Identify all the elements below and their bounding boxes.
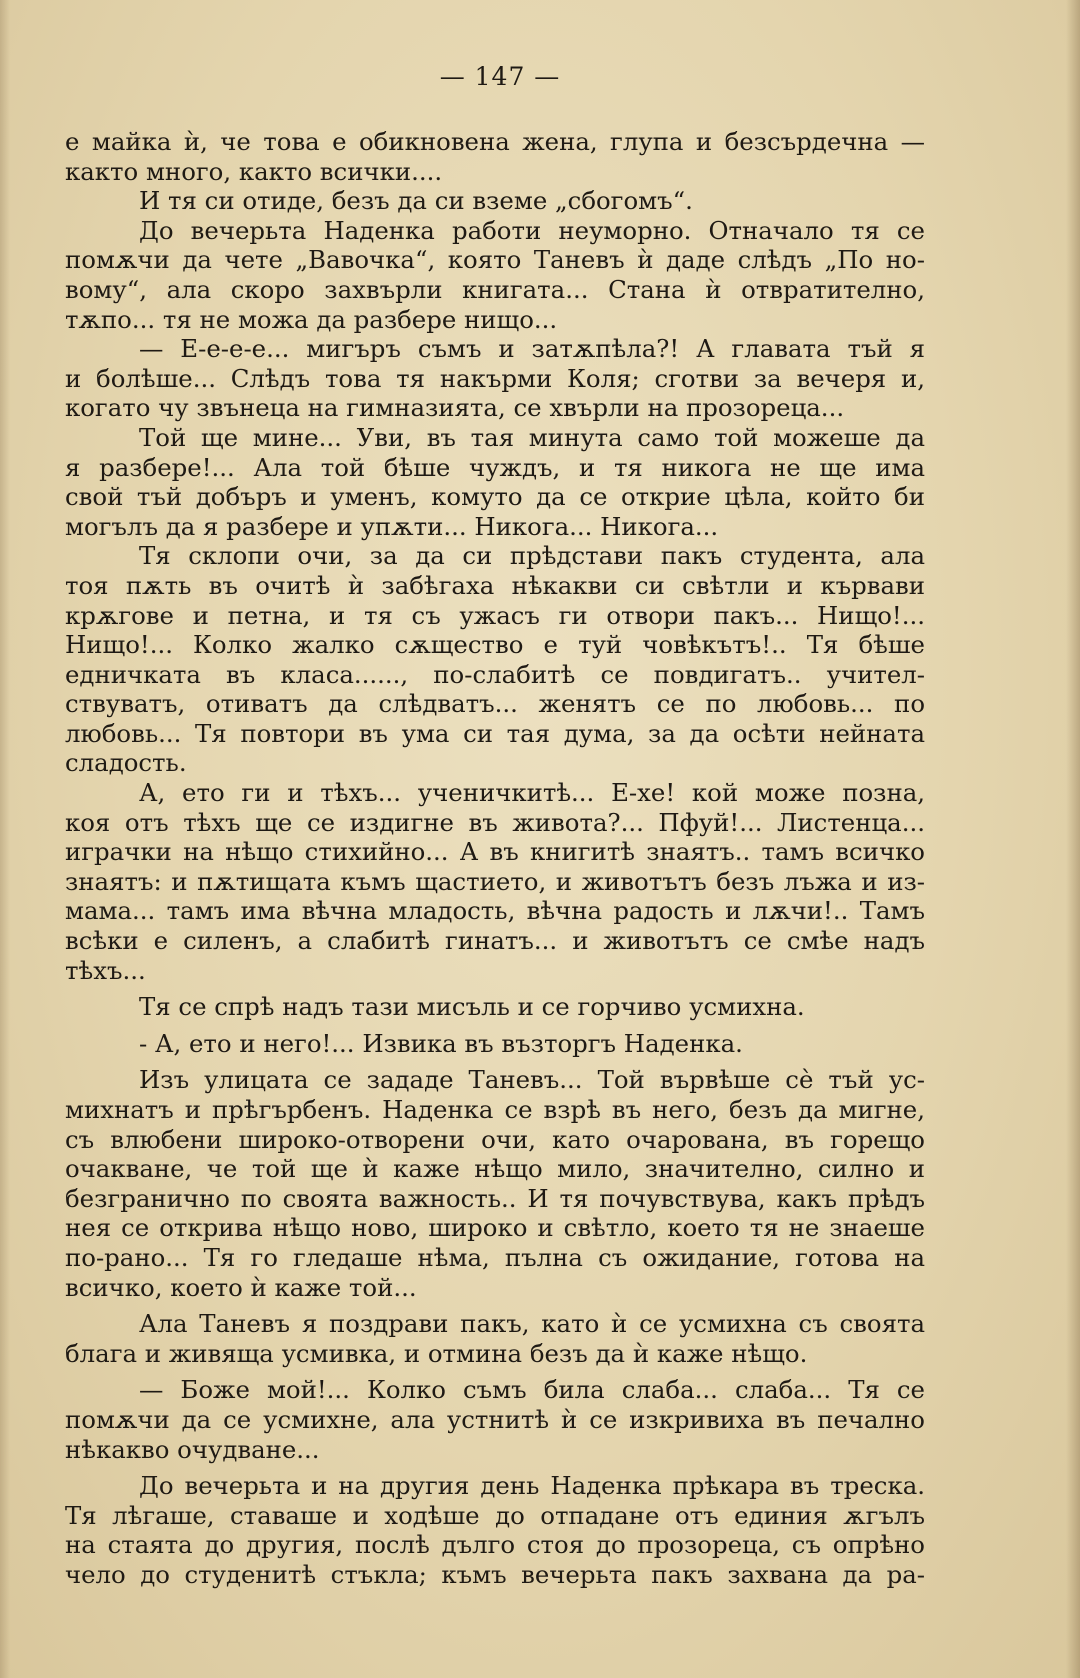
text-line: Изъ улицата се зададе Таневъ... Той вървѣше сѐ тъй ус- [139, 1065, 925, 1095]
page-number: — 147 — [439, 62, 561, 91]
paragraph-gap [65, 985, 925, 992]
text-line: михнатъ и прѣгърбенъ. Наденка се взрѣ въ него, безъ да мигне, [65, 1095, 925, 1124]
text-line: чело до студенитѣ стъкла; къмъ вечерьта пакъ захвана да ра- [65, 1559, 925, 1589]
text-line: всичко, което ѝ каже той... [65, 1272, 417, 1302]
text-line: Тя склопи очи, за да си прѣдстави пакъ студента, ала [139, 541, 925, 571]
text-line: Тя лѣгаше, ставаше и ходѣше до отпадане отъ единия ѫгълъ [65, 1500, 925, 1530]
text-line: - А, ето и него!... Извика въ възторгъ Наденка. [139, 1028, 743, 1058]
text-line: И тя си отиде, безъ да си вземе „сбогомъ“. [139, 186, 693, 216]
text-line: До вечерьта Наденка работи неуморно. Отначало тя се [139, 215, 925, 245]
text-line: коя отъ тѣхъ ще се издигне въ живота?... Пфуй!... Листенца... [65, 807, 925, 837]
text-line: тоя пѫть въ очитѣ ѝ забѣгаха нѣкакви си свѣтли и кървави [65, 570, 925, 600]
text-line: когато чу звънеца на гимназията, се хвърли на прозореца... [65, 393, 845, 423]
body-text [65, 127, 925, 1590]
text-line: мама... тамъ има вѣчна младость, вѣчна радость и лѫчи!.. Тамъ [65, 896, 925, 926]
text-line: крѫгове и петна, и тя съ ужасъ ги отвори пакъ... Нищо!... [65, 600, 925, 630]
paragraph-gap [65, 1368, 925, 1375]
page-left-edge [0, 0, 10, 1678]
text-line: Ала Таневъ я поздрави пакъ, като ѝ се усмихна съ своята [139, 1309, 925, 1339]
text-line: безгранично по своята важность.. И тя почувствува, какъ прѣдъ [65, 1183, 925, 1213]
text-line: сладость. [65, 748, 187, 778]
text-line: нѣкакво очудване... [65, 1434, 320, 1464]
text-line: е майка ѝ, че това е обикновена жена, глупа и безсърдечна — [65, 127, 925, 156]
text-line: помѫчи да се усмихне, ала устнитѣ ѝ се изкривиха въ печално [65, 1404, 925, 1434]
text-line: помѫчи да чете „Вавочка“, която Таневъ ѝ даде слѣдъ „По но- [65, 245, 925, 275]
paragraph-gap [65, 1302, 925, 1309]
text-line: на стаята до другия, послѣ дълго стоя до прозореца, съ опрѣно [65, 1530, 925, 1560]
text-line: едничката въ класа......, по-слабитѣ се повдигатъ.. учител- [65, 659, 925, 689]
text-line: ствуватъ, отиватъ да слѣдватъ... женятъ се по любовь... по [65, 689, 925, 719]
text-line: Той ще мине... Уви, въ тая минута само той можеше да [139, 422, 925, 452]
paragraph-gap [65, 1058, 925, 1065]
text-line: Нищо!... Колко жалко сѫщество е туй човѣкътъ!.. Тя бѣше [65, 630, 925, 660]
text-line: тѫпо... тя не можа да разбере нищо... [65, 304, 558, 334]
text-line: блага и живяща усмивка, и отмина безъ да ѝ каже нѣщо. [65, 1338, 808, 1368]
text-line: могълъ да я разбере и упѫти... Никога... Никога... [65, 511, 719, 541]
text-line: свой тъй добъръ и уменъ, комуто да се открие цѣла, който би [65, 482, 925, 512]
text-line: — Боже мой!... Колко съмъ била слаба... слаба... Тя се [139, 1375, 925, 1405]
text-line: Тя се спрѣ надъ тази мисъль и се горчиво усмихна. [139, 992, 805, 1022]
text-line: А, ето ги и тѣхъ... ученичкитѣ... Е-хе! кой може позна, [139, 778, 925, 808]
paragraph-gap [65, 1464, 925, 1471]
text-line: любовь... Тя повтори въ ума си тая дума, за да осѣти нейната [65, 718, 925, 748]
text-line: тѣхъ... [65, 955, 146, 985]
text-line: знаятъ: и пѫтищата къмъ щастието, и животътъ безъ лъжа и из- [65, 866, 925, 896]
text-line: всѣки е силенъ, а слабитѣ гинатъ... и животътъ се смѣе надъ [65, 926, 925, 956]
text-line: я разбере!... Ала той бѣше чуждъ, и тя никога не ще има [65, 452, 925, 482]
text-line: вому“, ала скоро захвърли книгата... Стана ѝ отвратително, [65, 274, 925, 304]
text-line: съ влюбени широко-отворени очи, като очарована, въ горещо [65, 1124, 925, 1154]
text-line: и болѣше... Слѣдъ това тя накърми Коля; сготви за вечеря и, [65, 363, 925, 393]
page-right-edge [1066, 0, 1080, 1678]
text-line: нея се открива нѣщо ново, широко и свѣтло, което тя не знаеше [65, 1213, 925, 1243]
text-line: очакване, че той ще ѝ каже нѣщо мило, значително, силно и [65, 1154, 925, 1184]
text-line: играчки на нѣщо стихийно... А въ книгитѣ знаятъ.. тамъ всичко [65, 837, 925, 867]
paragraph-gap [65, 1022, 925, 1029]
text-line: — Е-е-е-е... мигъръ съмъ и затѫпѣла?! А главата тъй я [139, 334, 925, 364]
text-line: До вечерьта и на другия день Наденка прѣкара въ треска. [139, 1471, 925, 1501]
text-line: по-рано... Тя го гледаше нѣма, пълна съ ожидание, готова на [65, 1242, 925, 1272]
text-line: както много, както всички.... [65, 156, 443, 186]
